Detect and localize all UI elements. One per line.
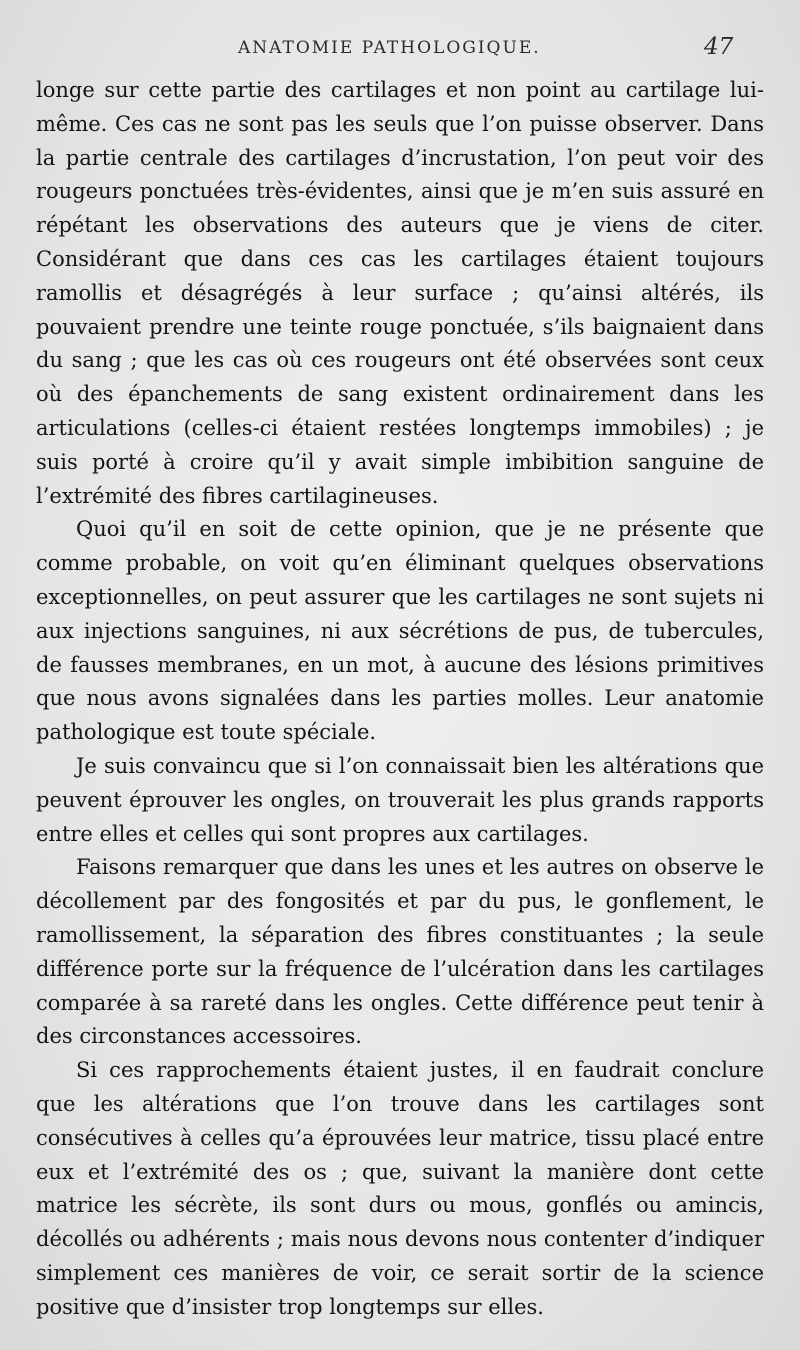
page-header [0,34,800,64]
paragraph: Je suis convaincu que si l’on connaissait bien les altérations que peuvent éprouver les ongles, on trouverait les plus grands rapports entre elles et celles qui sont propres aux cartilages. [36,753,764,846]
paragraph-continued: longe sur cette partie des cartilages et non point au cartilage lui-même. Ces cas ne sont pas les seuls que l’on puisse observer. Dans la partie centrale des cartilages d’incrustation, l’on peut voir des rougeurs ponctuées très-évidentes, ainsi que je m’en suis assuré en répétant les observations des auteurs que je viens de citer. Considérant que dans ces cas les cartilages étaient toujours ramollis et désagrégés à leur surface ; qu’ainsi altérés, ils pouvaient prendre une teinte rouge ponctuée, s’ils baignaient dans du sang ; que les cas où ces rougeurs ont été observées sont ceux où des épanchements de sang existent ordinairement dans les articulations (celles-ci étaient restées longtemps immobiles) ; je suis porté à croire qu’il y avait simple imbibition sanguine de l’extrémité des fibres cartilagineuses. [36,78,764,508]
paragraph: Si ces rapprochements étaient justes, il en faudrait conclure que les altérations que l’on trouve dans les cartilages sont consécutives à celles qu’a éprouvées leur matrice, tissu placé entre eux et l’extrémité des os ; que, suivant la manière dont cette matrice les sécrète, ils sont durs ou mous, gonflés ou amincis, décollés ou adhérents ; mais nous devons nous contenter d’indiquer simplement ces manières de voir, ce serait sortir de la science positive que d’insister trop longtemps sur elles. [36,1058,764,1319]
page-number: 47 [704,34,734,60]
running-title: ANATOMIE PATHOLOGIQUE. [238,38,541,58]
body-text [36,74,764,1324]
paragraph: Faisons remarquer que dans les unes et les autres on observe le décollement par des fongosités et par du pus, le gonflement, le ramollissement, la séparation des fibres constituantes ; la seule différence porte sur la fréquence de l’ulcération dans les cartilages comparée à sa rareté dans les ongles. Cette différence peut tenir à des circonstances accessoires. [36,855,764,1049]
paragraph: Quoi qu’il en soit de cette opinion, que je ne présente que comme probable, on voit qu’en éliminant quelques observations exceptionnelles, on peut assurer que les cartilages ne sont sujets ni aux injections sanguines, ni aux sécrétions de pus, de tubercules, de fausses membranes, en un mot, à aucune des lésions primitives que nous avons signalées dans les parties molles. Leur anatomie pathologique est toute spéciale. [36,517,764,745]
